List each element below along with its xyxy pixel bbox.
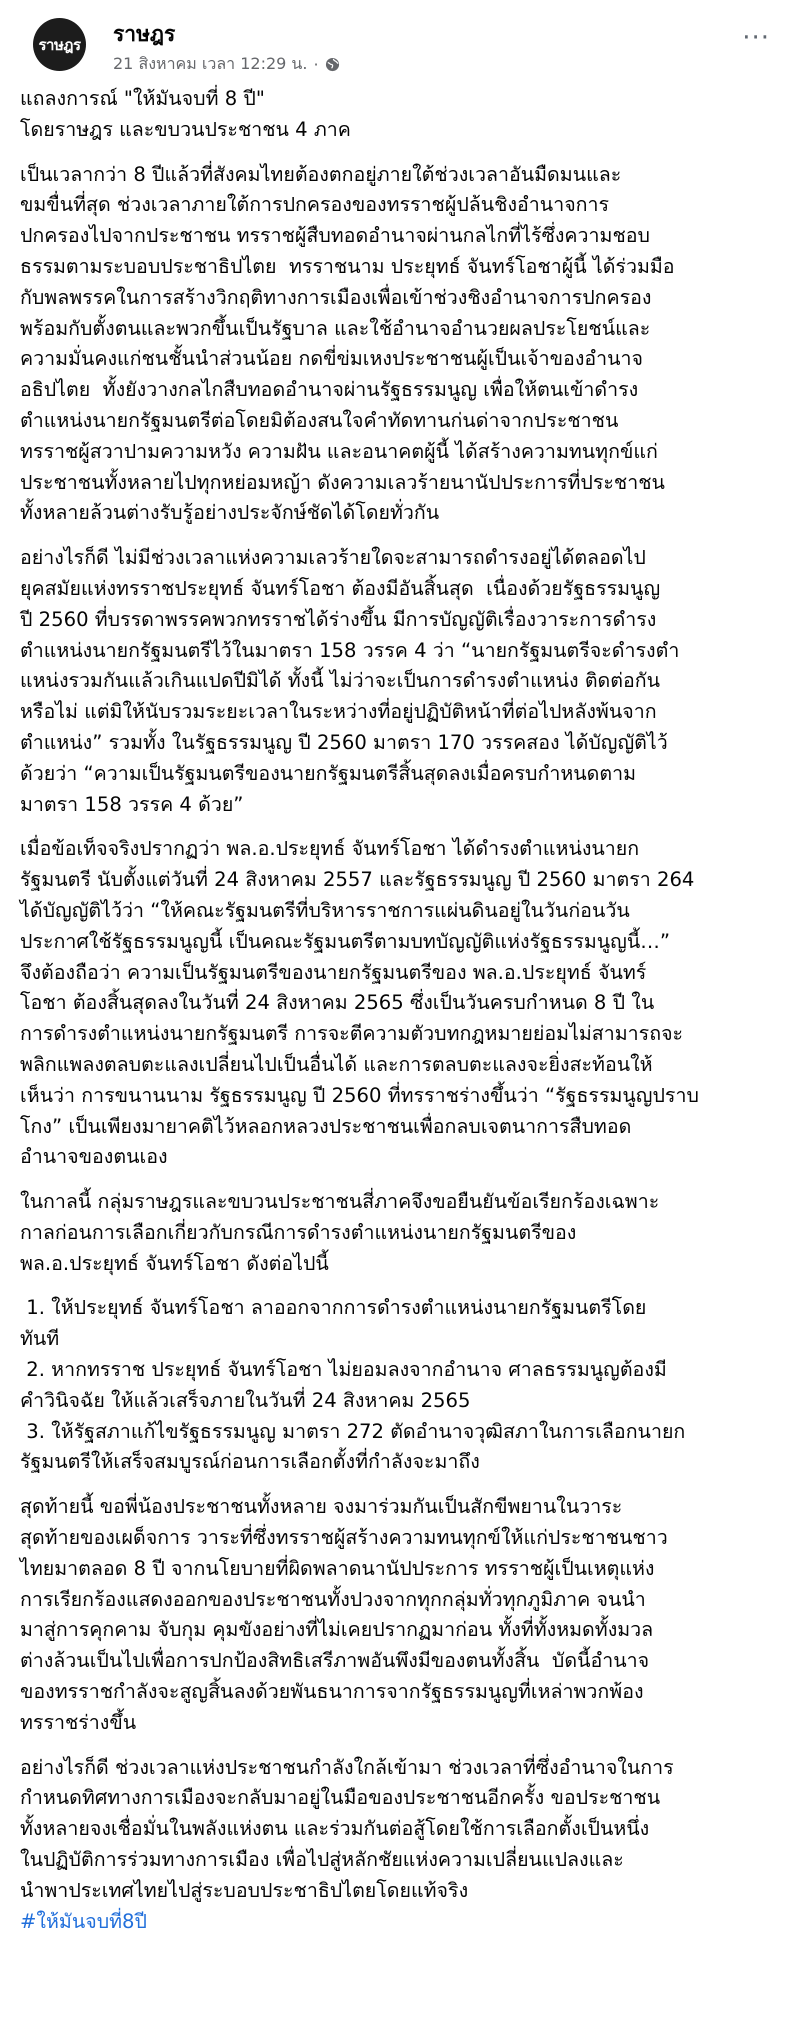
more-options-icon[interactable]: ··· (742, 23, 770, 53)
paragraph-6: อย่างไรก็ดี ช่วงเวลาแห่งประชาชนกำลังใกล้เข้ามา ช่วงเวลาที่ซึ่งอำนาจในการ กำหนดทิศทางการเมืองจะกลับมาอยู่ในมือของประชาชนอีกครั้ง ขอประชาชน ทั้งหลายจงเชื่อมั่นในพลังแห่งตน และร่วมกันต่อสู้โดยใช้การเลือกตั้งเป็นหนึ่ง ในปฏิบัติการร่วมทางการเมือง เพื่อไปสู่หลักชัยแห่งความเปลี่ยนแปลงและ นำพาประเทศไทยไปสู่ระบอบประชาธิปไตยโดยแท้จริง (20, 1755, 674, 1902)
page-name[interactable]: ราษฎร (113, 22, 176, 46)
post-meta (113, 52, 340, 77)
statement-subtitle: โดยราษฎร และขบวนประชาชน 4 ภาค (20, 117, 351, 141)
statement-title: แถลงการณ์ "ให้มันจบที่ 8 ปี" (20, 87, 265, 110)
demand-2: 2. หากทรราช ประยุทธ์ จันทร์โอชา ไม่ยอมลงจากอำนาจ ศาลธรรมนูญต้องมี คำวินิจฉัย ให้แล้วเสร็จภายในวันที่ 24 สิงหาคม 2565 (20, 1358, 667, 1412)
avatar-text: ราษฎร (38, 35, 81, 54)
post-timestamp[interactable]: 21 สิงหาคม เวลา 12:29 น. (113, 54, 308, 73)
paragraph-5: สุดท้ายนี้ ขอพี่น้องประชาชนทั้งหลาย จงมาร่วมกันเป็นสักขีพยานในวาระ สุดท้ายของเผด็จการ วาระที่ซึ่งทรราชผู้สร้างความทนทุกข์ให้แก่ประชาชนชาว ไทยมาตลอด 8 ปี จากนโยบายที่ผิดพลาดนานัปประการ ทรราชผู้เป็นเหตุแห่ง การเรียกร้องแสดงออกของประชาชนทั้งปวงจากทุกกลุ่มทั่วทุกภูมิภาค จนนำ มาสู่การคุกคาม จับกุม คุมขังอย่างที่ไม่เคยปรากฏมาก่อน ทั้งที่ทั้งหมดทั้งมวล ต่างล้วนเป็นไปเพื่อการปกป้องสิทธิเสรีภาพอันพึงมีของตนทั้งสิ้น บัดนี้อำนาจ ของทรราชกำลังจะสูญสิ้นลงด้วยพันธนาการจากรัฐธรรมนูญที่เหล่าพวกพ้อง ทรราชร่างขึ้น (20, 1495, 668, 1734)
paragraph-2: อย่างไรก็ดี ไม่มีช่วงเวลาแห่งความเลวร้ายใดจะสามารถดำรงอยู่ได้ตลอดไป ยุคสมัยแห่งทรราชประยุทธ์ จันทร์โอชา ต้องมีอันสิ้นสุด เนื่องด้วยรัฐธรรมนูญ ปี 2560 ที่บรรดาพรรคพวกทรราชได้ร่างขึ้น มีการบัญญัติเรื่องวาระการดำรง ตำแหน่งนายกรัฐมนตรีไว้ในมาตรา 158 วรรค 4 ว่า “นายกรัฐมนตรีจะดำรงตำ แหน่งรวมกันแล้วเกินแปดปีมิได้ ทั้งนี้ ไม่ว่าจะเป็นการดำรงตำแหน่ง ติดต่อกัน หรือไม่ แต่มิให้นับรวมระยะเวลาในระหว่างที่อยู่ปฏิบัติหน้าที่ต่อไปหลังพ้นจาก ตำแหน่ง” รวมทั้ง ในรัฐธรรมนูญ ปี 2560 มาตรา 170 วรรคสอง ได้บัญญัติไว้ ด้วยว่า “ความเป็นรัฐมนตรีของนายกรัฐมนตรีสิ้นสุดลงเมื่อครบกำหนดตาม มาตรา 158 วรรค 4 ด้วย” (20, 546, 680, 816)
avatar[interactable] (33, 18, 86, 71)
post-header (20, 0, 776, 84)
paragraph-1: เป็นเวลากว่า 8 ปีแล้วที่สังคมไทยต้องตกอยู่ภายใต้ช่วงเวลาอันมืดมนและ ขมขื่นที่สุด ช่วงเวลาภายใต้การปกครองของทรราชผู้ปล้นชิงอำนาจการ ปกครองไปจากประชาชน ทรราชผู้สืบทอดอำนาจผ่านกลไกที่ไร้ซึ่งความชอบ ธรรมตามระบอบประชาธิปไตย ทรราชนาม ประยุทธ์ จันทร์โอชาผู้นี้ ได้ร่วมมือ กับพลพรรคในการสร้างวิกฤติทางการเมืองเพื่อเข้าช่วงชิงอำนาจการปกครอง พร้อมกับตั้งตนและพวกขึ้นเป็นรัฐบาล และใช้อำนาจอำนวยผลประโยชน์และ ความมั่นคงแก่ชนชั้นนำส่วนน้อย กดขี่ข่มเหงประชาชนผู้เป็นเจ้าของอำนาจ อธิปไตย ทั้งยังวางกลไกสืบทอดอำนาจผ่านรัฐธรรมนูญ เพื่อให้ตนเข้าดำรง ตำแหน่งนายกรัฐมนตรีต่อโดยมิต้องสนใจคำทัดทานก่นด่าจากประชาชน ทรราชผู้สวาปามความหวัง ความฝัน และอนาคตผู้นี้ ได้สร้างความทนทุกข์แก่ ประชาชนทั้งหลายไปทุกหย่อมหญ้า ดังความเลวร้ายนานัปประการที่ประชาชน ทั้งหลายล้วนต่างรับรู้อย่างประจักษ์ชัดได้โดยทั่วกัน (20, 162, 675, 525)
demand-1: 1. ให้ประยุทธ์ จันทร์โอชา ลาออกจากการดำรงตำแหน่งนายกรัฐมนตรีโดย ทันที (20, 1296, 647, 1351)
hashtag-link[interactable]: #ให้มันจบที่8ปี (20, 1909, 147, 1933)
meta-separator: · (313, 55, 319, 74)
paragraph-3: เมื่อข้อเท็จจริงปรากฏว่า พล.อ.ประยุทธ์ จันทร์โอชา ได้ดำรงตำแหน่งนายก รัฐมนตรี นับตั้งแต่วันที่ 24 สิงหาคม 2557 และรัฐธรรมนูญ ปี 2560 มาตรา 264 ได้บัญญัติไว้ว่า “ให้คณะรัฐมนตรีที่บริหารราชการแผ่นดินอยู่ในวันก่อนวัน ประกาศใช้รัฐธรรมนูญนี้ เป็นคณะรัฐมนตรีตามบทบัญญัติแห่งรัฐธรรมนูญนี้…” จึงต้องถือว่า ความเป็นรัฐมนตรีของนายกรัฐมนตรีของ พล.อ.ประยุทธ์ จันทร์ โอชา ต้องสิ้นสุดลงในวันที่ 24 สิงหาคม 2565 ซึ่งเป็นวันครบกำหนด 8 ปี ใน การดำรงตำแหน่งนายกรัฐมนตรี การจะตีความตัวบทกฎหมายย่อมไม่สามารถจะ พลิกแพลงตลบตะแลงเปลี่ยนไปเป็นอื่นได้ และการตลบตะแลงจะยิ่งสะท้อนให้ เห็นว่า การขนานนาม รัฐธรรมนูญ ปี 2560 ที่ทรราชร่างขึ้นว่า “รัฐธรรมนูญปราบ โกง” เป็นเพียงมายาคติไว้หลอกหลวงประชาชนเพื่อกลบเจตนาการสืบทอด อำนาจของตนเอง (20, 837, 699, 1169)
paragraph-4: ในกาลนี้ กลุ่มราษฎรและขบวนประชาชนสี่ภาคจึงขอยืนยันข้อเรียกร้องเฉพาะ กาลก่อนการเลือกเกี่ยวกับกรณีการดำรงตำแหน่งนายกรัฐมนตรีของ พล.อ.ประยุทธ์ จันทร์โอชา ดังต่อไปนี้ (20, 1190, 660, 1275)
globe-icon[interactable] (325, 57, 340, 72)
demand-3: 3. ให้รัฐสภาแก้ไขรัฐธรรมนูญ มาตรา 272 ตัดอำนาจวุฒิสภาในการเลือกนายก รัฐมนตรีให้เสร็จสมบูรณ์ก่อนการเลือกตั้งที่กำลังจะมาถึง (20, 1419, 686, 1474)
post-body (20, 84, 776, 1937)
